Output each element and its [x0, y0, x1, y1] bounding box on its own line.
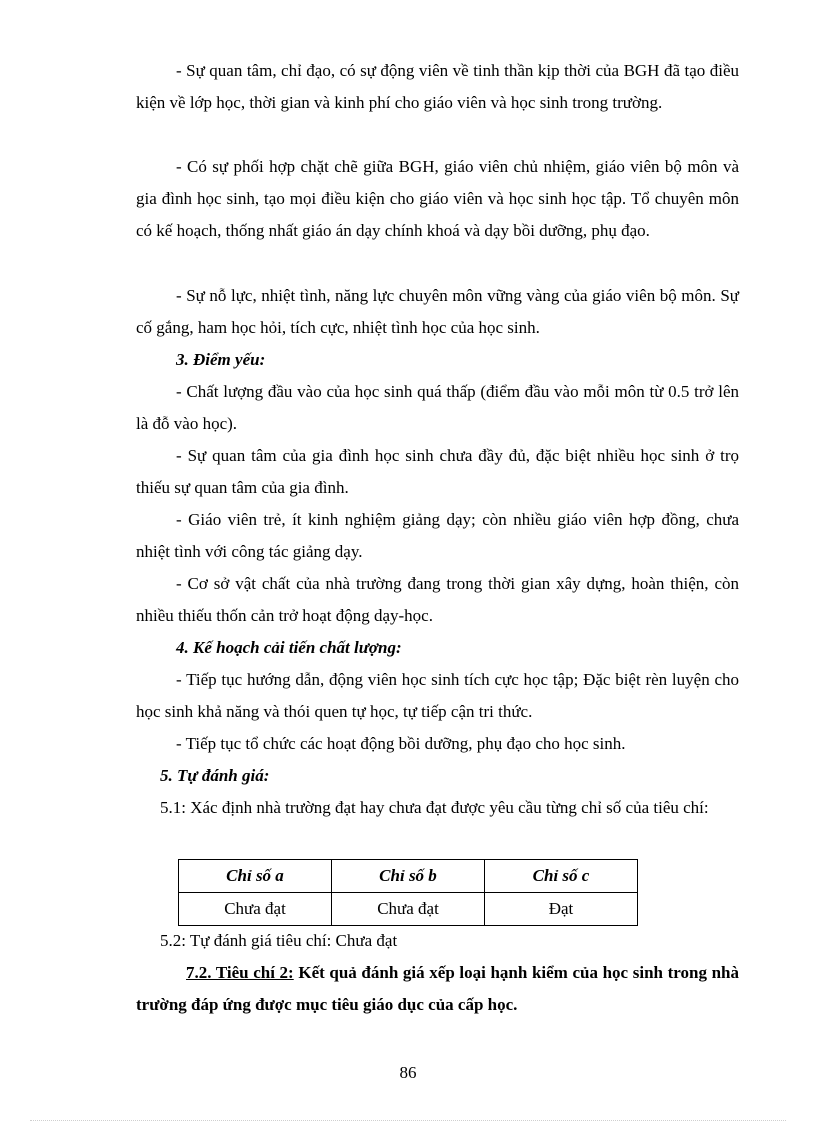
table-cell: Chưa đạt: [179, 893, 332, 926]
criteria-heading: [136, 957, 739, 1021]
table-header-cell: Chỉ số b: [332, 860, 485, 893]
table-cell: Chưa đạt: [332, 893, 485, 926]
paragraph-teacher-effort: - Sự nỗ lực, nhiệt tình, năng lực chuyên môn vững vàng của giáo viên bộ môn. Sự cố gắng, ham học hỏi, tích cực, nhiệt tình học của học sinh.: [136, 286, 739, 337]
table-cell: Đạt: [485, 893, 638, 926]
page-divider: [30, 1120, 786, 1121]
paragraph-young-teachers: - Giáo viên trẻ, ít kinh nghiệm giảng dạy; còn nhiều giáo viên hợp đồng, chưa nhiệt tình với công tác giảng dạy.: [136, 510, 739, 561]
criteria-label: 7.2. Tiêu chí 2:: [186, 963, 294, 982]
heading-improvement-plan: 4. Kế hoạch cải tiến chất lượng:: [176, 638, 402, 657]
paragraph-tutoring: - Tiếp tục tổ chức các hoạt động bồi dưỡng, phụ đạo cho học sinh.: [176, 734, 626, 753]
paragraph-family-care: - Sự quan tâm của gia đình học sinh chưa đầy đủ, đặc biệt nhiều học sinh ở trọ thiếu sự quan tâm của gia đình.: [136, 446, 739, 497]
paragraph-self-rating: 5.2: Tự đánh giá tiêu chí: Chưa đạt: [160, 931, 398, 950]
table-row: [179, 893, 638, 926]
paragraph-facilities: - Cơ sở vật chất của nhà trường đang trong thời gian xây dựng, hoàn thiện, còn nhiều thiếu thốn cản trở hoạt động dạy-học.: [136, 574, 739, 625]
criteria-text: Kết quả đánh giá xếp loại hạnh kiểm của học sinh trong nhà trường đáp ứng được mục tiêu giáo dục của cấp học.: [136, 963, 739, 1014]
criteria-table: [178, 859, 638, 926]
paragraph-bgh-support: - Sự quan tâm, chỉ đạo, có sự động viên về tinh thần kịp thời của BGH đã tạo điều kiện về lớp học, thời gian và kinh phí cho giáo viên và học sinh trong trường.: [136, 61, 739, 112]
table-header-row: [179, 860, 638, 893]
table-header-cell: Chỉ số c: [485, 860, 638, 893]
heading-weaknesses: 3. Điểm yếu:: [176, 350, 266, 369]
table-header-cell: Chỉ số a: [179, 860, 332, 893]
heading-self-assessment: 5. Tự đánh giá:: [160, 766, 270, 785]
paragraph-input-quality: - Chất lượng đầu vào của học sinh quá thấp (điểm đầu vào mỗi môn từ 0.5 trở lên là đỗ vào học).: [136, 382, 739, 433]
paragraph-criteria-check: 5.1: Xác định nhà trường đạt hay chưa đạt được yêu cầu từng chỉ số của tiêu chí:: [160, 798, 709, 817]
paragraph-coordination: - Có sự phối hợp chặt chẽ giữa BGH, giáo viên chủ nhiệm, giáo viên bộ môn và gia đình học sinh, tạo mọi điều kiện cho giáo viên và học sinh học tập. Tổ chuyên môn có kế hoạch, thống nhất giáo án dạy chính khoá và dạy bồi dưỡng, phụ đạo.: [136, 157, 739, 240]
paragraph-guidance: - Tiếp tục hướng dẫn, động viên học sinh tích cực học tập; Đặc biệt rèn luyện cho học sinh khả năng và thói quen tự học, tự tiếp cận tri thức.: [136, 670, 739, 721]
page-number: 86: [399, 1063, 417, 1082]
